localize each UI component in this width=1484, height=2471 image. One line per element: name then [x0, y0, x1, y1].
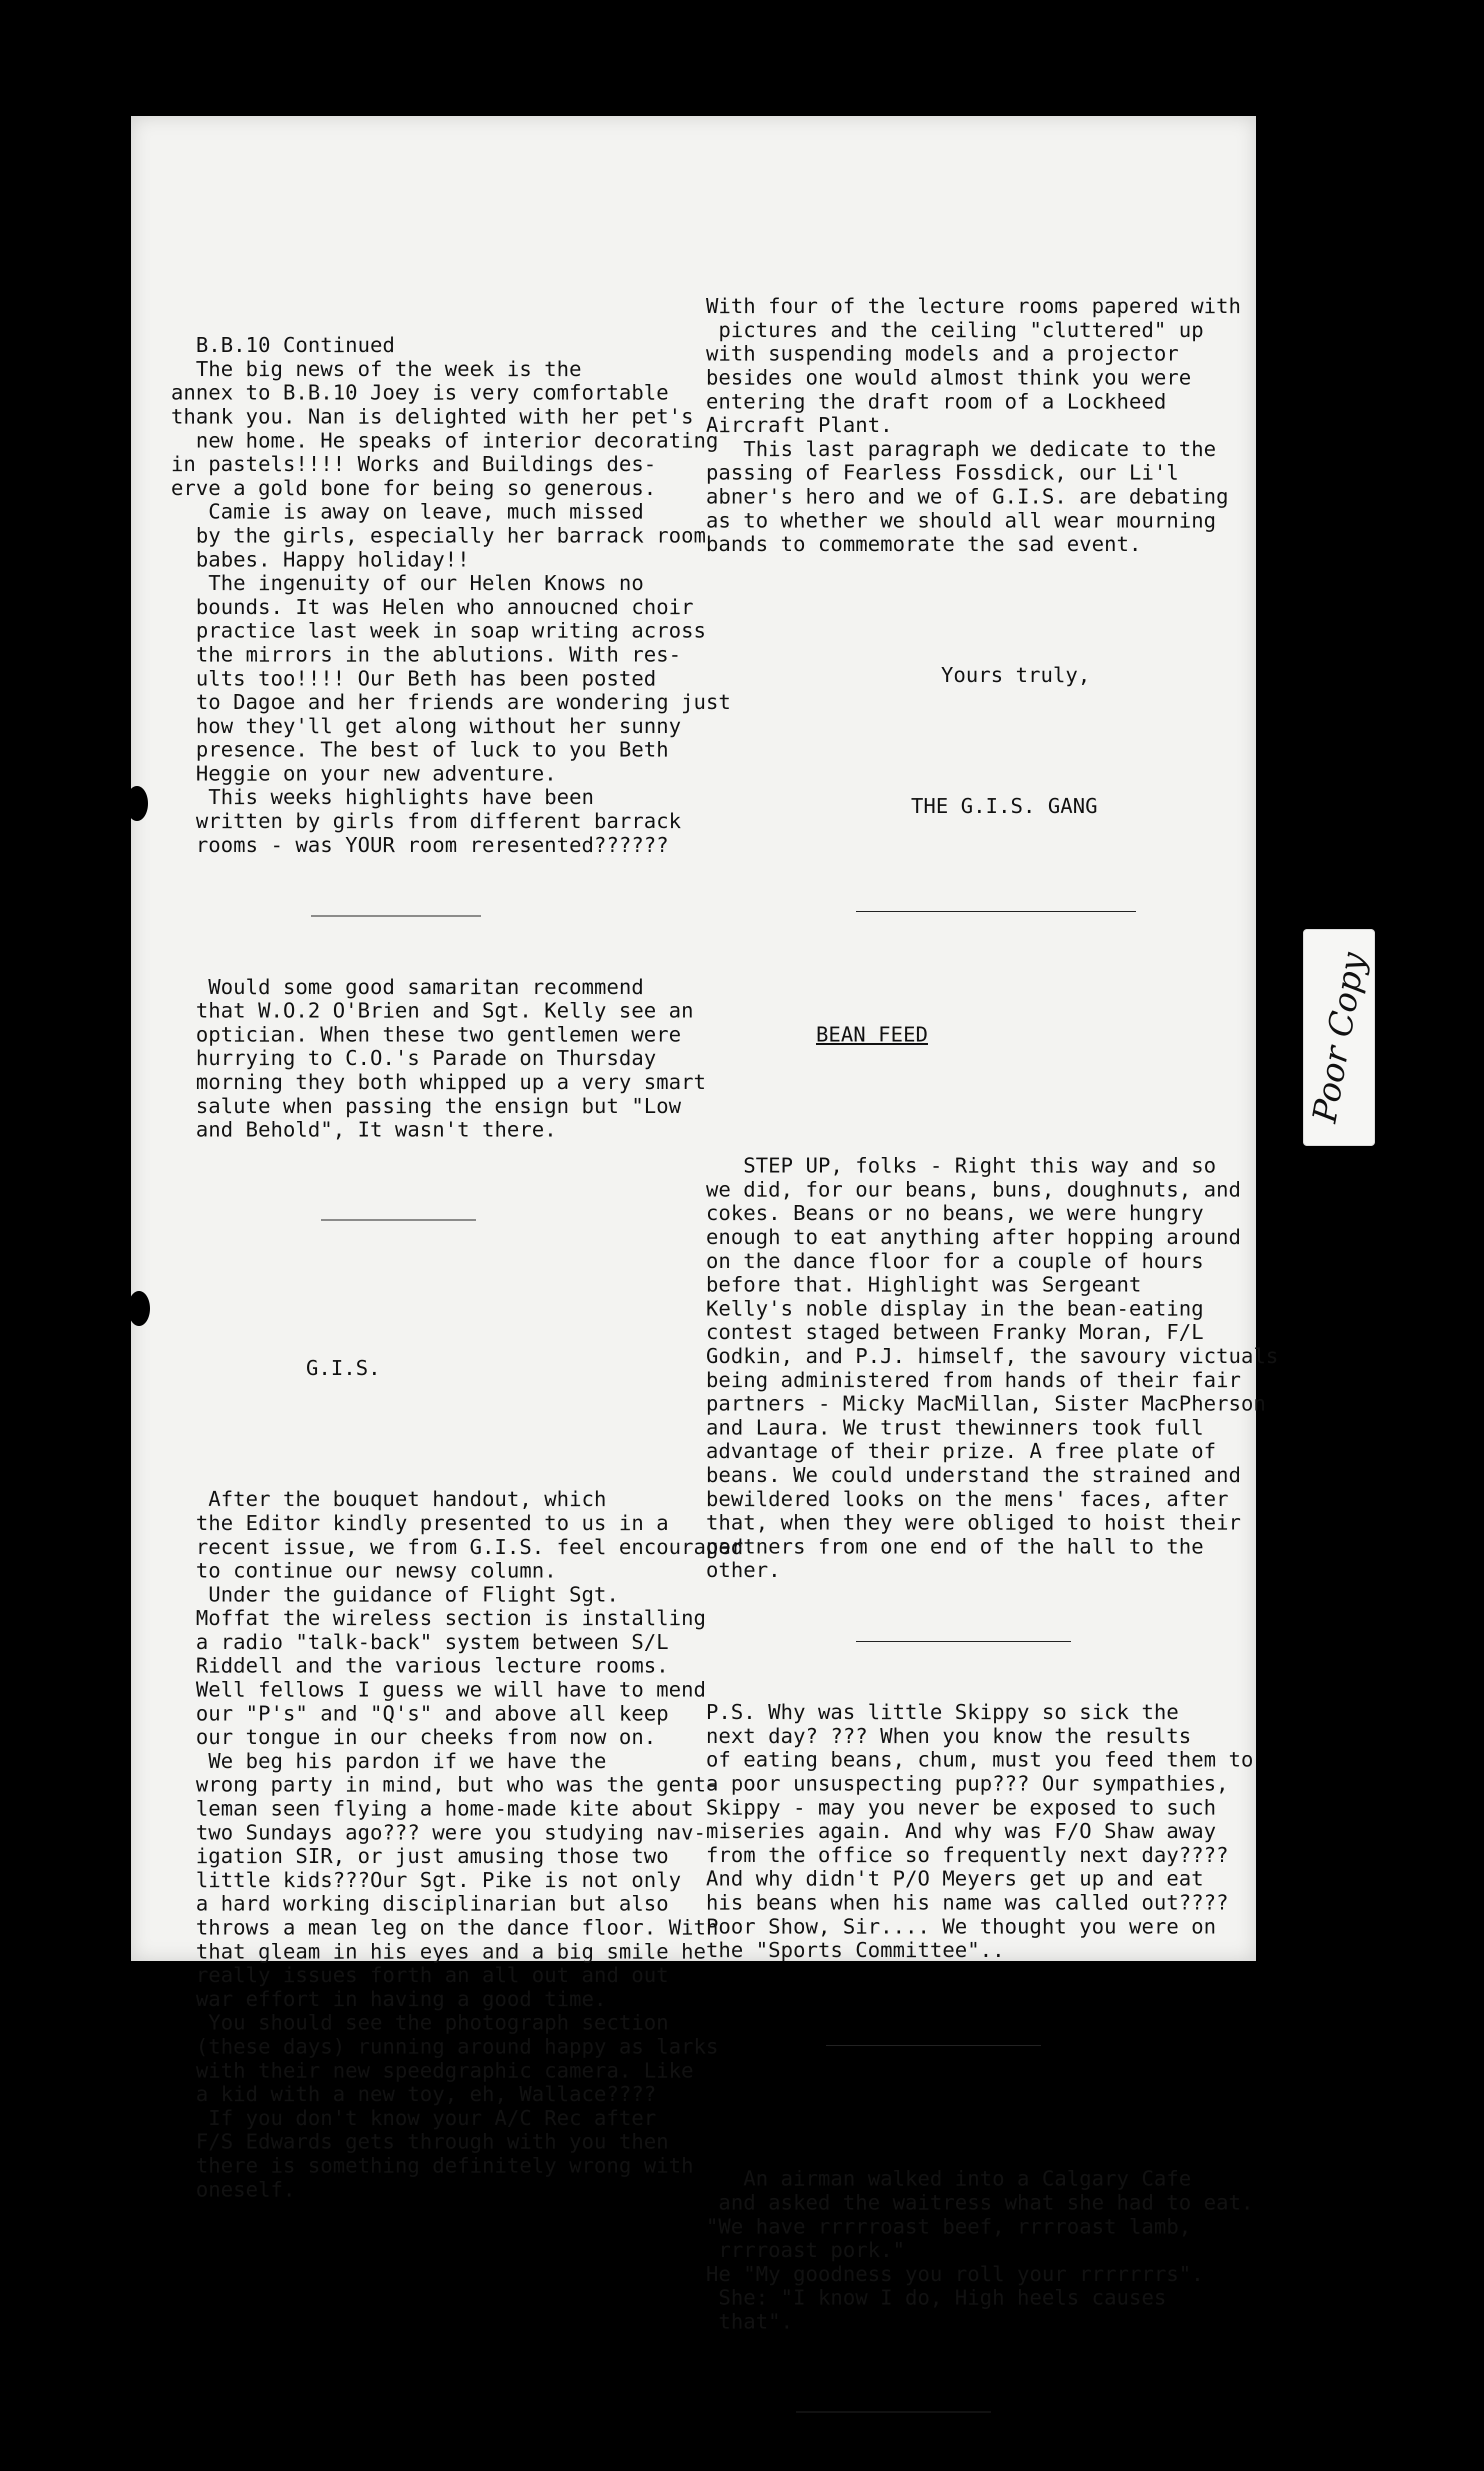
text-line: optician. When these two gentlemen were: [171, 1022, 682, 1046]
text-line: This weeks highlights have been: [171, 785, 594, 810]
text-line: entering the draft room of a Lockheed: [706, 389, 1166, 414]
right-column: [706, 247, 1278, 2471]
text-line: salute when passing the ensign but "Low: [171, 1094, 682, 1118]
text-line: written by girls from different barrack: [171, 809, 682, 834]
text-line: being administered from hands of their fair: [706, 1368, 1242, 1392]
text-line: that".: [706, 2309, 794, 2334]
ps-section: [706, 1700, 1254, 1962]
text-line: (these days) running around happy as larks: [171, 2034, 718, 2058]
text-line: Well fellows I guess we will have to mend: [171, 1678, 706, 1702]
text-line: The big news of the week is the: [171, 356, 582, 381]
text-line: on the dance floor for a couple of hours: [706, 1248, 1204, 1273]
section-divider: [826, 2045, 1041, 2046]
text-line: Riddell and the various lecture rooms.: [171, 1654, 669, 1678]
section-divider: [856, 1641, 1071, 1642]
text-line: really issues forth an all out and out: [171, 1963, 669, 1988]
text-line: and asked the waitress what she had to eat.: [706, 2190, 1254, 2214]
text-line: little kids???Our Sgt. Pike is not only: [171, 1868, 682, 1892]
text-line: Moffat the wireless section is installing: [171, 1606, 706, 1630]
text-line: If you don't know your A/C Rec after: [171, 2106, 656, 2130]
text-line: a kid with a new toy, eh, Wallace????: [171, 2082, 656, 2106]
lecture-rooms-section: [706, 294, 1246, 556]
text-line: F/S Edwards gets through with you then: [171, 2130, 669, 2154]
text-line: war effort in having a good time.: [171, 1986, 606, 2011]
text-line: P.S. Why was little Skippy so sick the: [706, 1700, 1179, 1724]
bb10-section: [171, 333, 731, 857]
text-line: Godkin, and P.J. himself, the savoury victuals: [706, 1344, 1278, 1368]
text-line: presence. The best of luck to you Beth: [171, 738, 669, 762]
text-line: bewildered looks on the mens' faces, after: [706, 1486, 1229, 1511]
text-line: from the office so frequently next day????: [706, 1842, 1229, 1867]
text-line: He "My goodness you roll your rrrrrrrs".: [706, 2262, 1204, 2286]
text-line: Kelly's noble display in the bean-eating: [706, 1296, 1204, 1320]
text-line: that, when they were obliged to hoist their: [706, 1510, 1242, 1535]
joke-section: [706, 2166, 1254, 2334]
punch-hole: [128, 1291, 150, 1326]
text-line: cokes. Beans or no beans, we were hungry: [706, 1201, 1204, 1226]
text-line: the mirrors in the ablutions. With res-: [171, 642, 682, 666]
text-line: in pastels!!!! Works and Buildings des-: [171, 452, 656, 476]
text-line: his beans when his name was called out????: [706, 1890, 1229, 1914]
text-line: abner's hero and we of G.I.S. are debating: [706, 484, 1229, 508]
text-line: advantage of their prize. A free plate of: [706, 1439, 1216, 1464]
text-line: The ingenuity of our Helen Knows no: [171, 571, 644, 596]
text-line: that W.O.2 O'Brien and Sgt. Kelly see an: [171, 998, 694, 1023]
text-line: Camie is away on leave, much missed: [171, 500, 644, 524]
text-line: the Editor kindly presented to us in a: [171, 1510, 669, 1535]
text-line: with their new speedgraphic camera. Like: [171, 2058, 694, 2082]
text-line: oneself.: [171, 2177, 296, 2202]
text-line: of eating beans, chum, must you feed them to: [706, 1748, 1254, 1772]
text-line: to continue our newsy column.: [171, 1558, 557, 1583]
text-line: Would some good samaritan recommend: [171, 974, 644, 999]
text-line: Heggie on your new adventure.: [171, 761, 557, 786]
text-line: pictures and the ceiling "cluttered" up: [706, 318, 1204, 342]
text-line: as to whether we should all wear mourning: [706, 508, 1216, 532]
text-line: partners from one end of the hall to the: [706, 1534, 1204, 1558]
text-line: contest staged between Franky Moran, F/L: [706, 1320, 1204, 1344]
text-line: a hard working disciplinarian but also: [171, 1892, 669, 1916]
text-line: leman seen flying a home-made kite about: [171, 1796, 694, 1821]
text-line: that gleam in his eyes and a big smile he: [171, 1939, 706, 1964]
bean-feed-heading: BEAN FEED: [816, 1022, 928, 1047]
text-line: our "P's" and "Q's" and above all keep: [171, 1701, 669, 1726]
text-line: rooms - was YOUR room reresented??????: [171, 832, 669, 857]
text-line: bounds. It was Helen who annoucned choir: [171, 594, 694, 619]
text-line: igation SIR, or just amusing those two: [171, 1844, 669, 1868]
text-line: This last paragraph we dedicate to the: [706, 436, 1216, 461]
text-line: ults too!!!! Our Beth has been posted: [171, 666, 656, 690]
text-line: thank you. Nan is delighted with her pet's: [171, 404, 694, 428]
text-line: She: "I know I do, High heels causes: [706, 2286, 1166, 2310]
text-line: by the girls, especially her barrack room: [171, 523, 706, 548]
text-line: beans. We could understand the strained and: [706, 1462, 1242, 1487]
text-line: And why didn't P/O Meyers get up and eat: [706, 1866, 1204, 1891]
text-line: Aircraft Plant.: [706, 413, 893, 438]
text-line: Poor Show, Sir.... We thought you were on: [706, 1914, 1216, 1938]
closing-line: Yours truly,: [941, 663, 1090, 688]
text-line: how they'll get along without her sunny: [171, 714, 682, 738]
bean-feed-section: [706, 1154, 1278, 1582]
text-line: "We have rrrrroast beef, rrrroast lamb,: [706, 2214, 1192, 2238]
text-line: babes. Happy holiday!!: [171, 547, 470, 572]
text-line: the "Sports Committee"..: [706, 1938, 1005, 1962]
text-line: rrrroast pork.": [706, 2238, 906, 2262]
signature: THE G.I.S. GANG: [911, 794, 1098, 818]
text-line: STEP UP, folks - Right this way and so: [706, 1154, 1216, 1178]
text-line: After the bouquet handout, which: [171, 1487, 606, 1512]
text-line: You should see the photograph section: [171, 2010, 669, 2035]
text-line: passing of Fearless Fossdick, our Li'l: [706, 460, 1179, 485]
text-line: other.: [706, 1558, 781, 1582]
text-line: Under the guidance of Flight Sgt.: [171, 1582, 619, 1606]
samaritan-section: [171, 974, 706, 1142]
text-line: we did, for our beans, buns, doughnuts, and: [706, 1177, 1242, 1202]
text-line: We beg his pardon if we have the: [171, 1748, 606, 1773]
text-line: with suspending models and a projector: [706, 342, 1179, 366]
text-line: two Sundays ago??? were you studying nav-: [171, 1820, 706, 1844]
text-line: our tongue in our cheeks from now on.: [171, 1725, 656, 1750]
text-line: next day? ??? When you know the results: [706, 1724, 1192, 1748]
poor-copy-tab: [1303, 929, 1375, 1146]
text-line: erve a gold bone for being so generous.: [171, 476, 656, 500]
poor-copy-label: Poor Copy: [1305, 950, 1373, 1126]
text-line: and Laura. We trust thewinners took full: [706, 1415, 1204, 1440]
punch-hole: [126, 786, 148, 821]
text-line: practice last week in soap writing across: [171, 618, 706, 643]
text-line: new home. He speaks of interior decorating: [171, 428, 718, 452]
text-line: to Dagoe and her friends are wondering just: [171, 690, 731, 714]
text-line: An airman walked into a Calgary Cafe: [706, 2166, 1192, 2191]
text-line: recent issue, we from G.I.S. feel encouraged: [171, 1534, 744, 1559]
text-line: a radio "talk-back" system between S/L: [171, 1630, 669, 1654]
text-line: and Behold", It wasn't there.: [171, 1118, 557, 1142]
newsletter-page: [131, 116, 1278, 2334]
text-line: Skippy - may you never be exposed to such: [706, 1795, 1216, 1820]
gis-heading: G.I.S.: [306, 1356, 381, 1380]
text-line: besides one would almost think you were: [706, 365, 1192, 390]
text-line: annex to B.B.10 Joey is very comfortable: [171, 380, 669, 405]
text-line: bands to commemorate the sad event.: [706, 532, 1142, 556]
text-line: there is something definitely wrong with: [171, 2153, 694, 2178]
text-line: B.B.10 Continued: [171, 333, 395, 358]
section-divider: [856, 911, 1136, 912]
text-line: enough to eat anything after hopping around: [706, 1224, 1242, 1249]
text-line: hurrying to C.O.'s Parade on Thursday: [171, 1046, 656, 1070]
text-line: partners - Micky MacMillan, Sister MacPherson: [706, 1392, 1266, 1416]
text-line: morning they both whipped up a very smart: [171, 1070, 706, 1094]
text-line: With four of the lecture rooms papered with: [706, 294, 1242, 318]
text-line: throws a mean leg on the dance floor. With: [171, 1916, 718, 1940]
text-line: a poor unsuspecting pup??? Our sympathies,: [706, 1772, 1229, 1796]
text-line: before that. Highlight was Sergeant: [706, 1272, 1142, 1297]
text-line: wrong party in mind, but who was the gent-: [171, 1772, 718, 1797]
text-line: miseries again. And why was F/O Shaw away: [706, 1819, 1216, 1844]
